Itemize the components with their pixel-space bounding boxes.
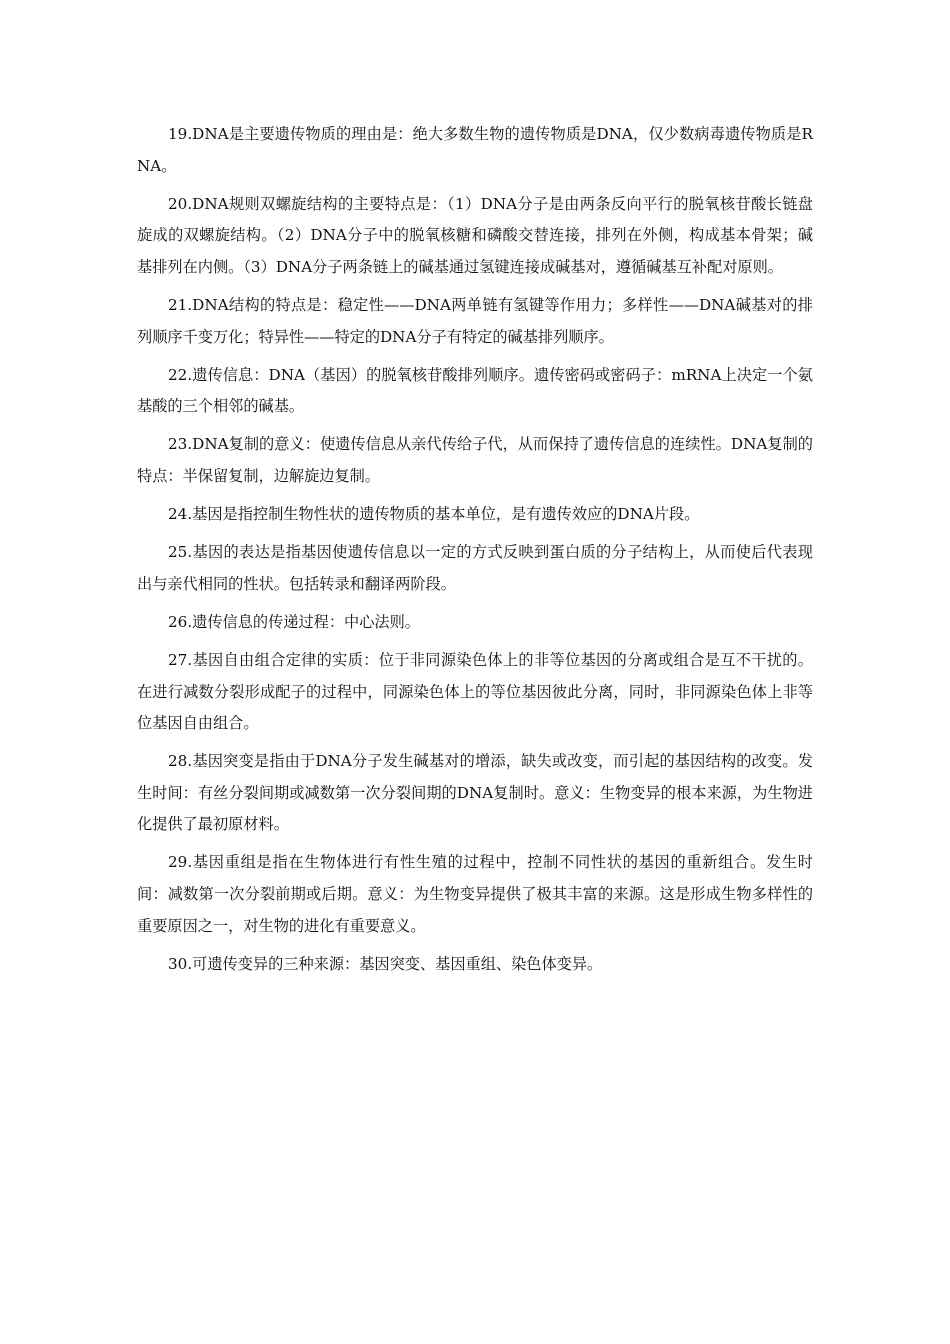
paragraph-26: 26.遗传信息的传递过程：中心法则。 [168, 612, 420, 631]
paragraph-19: 19.DNA是主要遗传物质的理由是：绝大多数生物的遗传物质是DNA，仅少数病毒遗传物质是RNA。 [137, 125, 813, 175]
paragraph-30: 30.可遗传变异的三种来源：基因突变、基因重组、染色体变异。 [168, 954, 603, 973]
paragraph-25: 25.基因的表达是指基因使遗传信息以一定的方式反映到蛋白质的分子结构上，从而使后代表现出与亲代相同的性状。包括转录和翻译两阶段。 [137, 543, 813, 593]
paragraph-20: 20.DNA规则双螺旋结构的主要特点是：（1）DNA分子是由两条反向平行的脱氧核苷酸长链盘旋成的双螺旋结构。（2）DNA分子中的脱氧核糖和磷酸交替连接，排列在外侧，构成基本骨架；碱基排列在内侧。（3）DNA分子两条链上的碱基通过氢键连接成碱基对，遵循碱基互补配对原则。 [137, 194, 813, 276]
paragraph-24: 24.基因是指控制生物性状的遗传物质的基本单位，是有遗传效应的DNA片段。 [168, 505, 700, 524]
paragraph-23: 23.DNA复制的意义：使遗传信息从亲代传给子代，从而保持了遗传信息的连续性。DNA复制的特点：半保留复制，边解旋边复制。 [137, 435, 813, 485]
paragraph-29: 29.基因重组是指在生物体进行有性生殖的过程中，控制不同性状的基因的重新组合。发生时间：减数第一次分裂前期或后期。意义：为生物变异提供了极其丰富的来源。这是形成生物多样性的重要原因之一，对生物的进化有重要意义。 [137, 853, 813, 935]
paragraph-27: 27.基因自由组合定律的实质：位于非同源染色体上的非等位基因的分离或组合是互不干扰的。在进行减数分裂形成配子的过程中，同源染色体上的等位基因彼此分离，同时，非同源染色体上非等位基因自由组合。 [137, 650, 813, 733]
paragraph-21: 21.DNA结构的特点是：稳定性——DNA两单链有氢键等作用力；多样性——DNA碱基对的排列顺序千变万化；特异性——特定的DNA分子有特定的碱基排列顺序。 [137, 295, 813, 346]
paragraph-22: 22.遗传信息：DNA（基因）的脱氧核苷酸排列顺序。遗传密码或密码子：mRNA上决定一个氨基酸的三个相邻的碱基。 [137, 365, 813, 416]
document-page [137, 119, 813, 987]
paragraph-28: 28.基因突变是指由于DNA分子发生碱基对的增添，缺失或改变，而引起的基因结构的改变。发生时间：有丝分裂间期或减数第一次分裂间期的DNA复制时。意义：生物变异的根本来源，为生物进化提供了最初原材料。 [137, 752, 813, 834]
